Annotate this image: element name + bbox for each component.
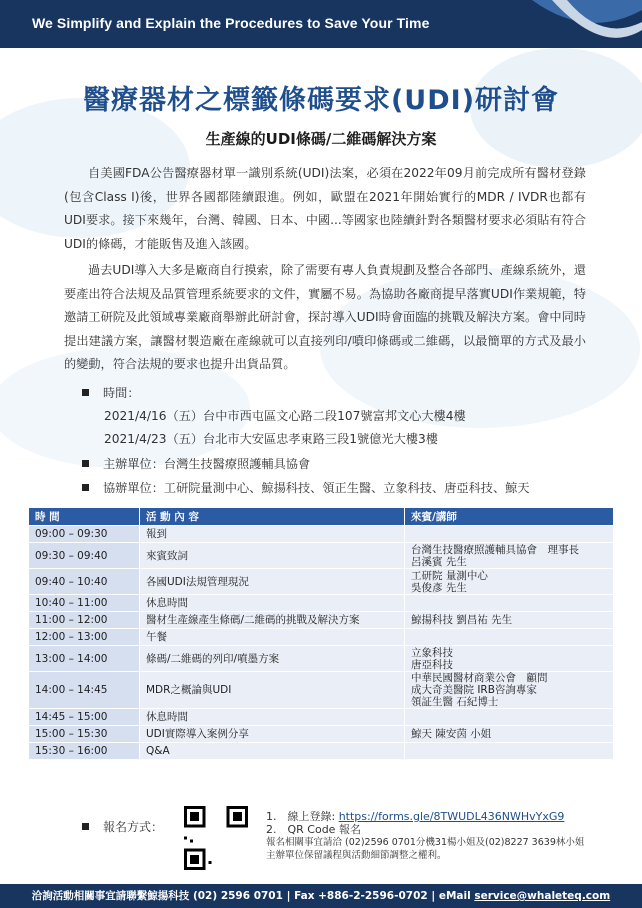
organizer-bullet	[82, 455, 310, 472]
schedule-speaker-cell: 鯨天 陳安茵 小姐	[405, 726, 614, 743]
schedule-speaker-cell	[405, 709, 614, 726]
footer-bar	[0, 884, 642, 908]
header-activity: 活 動 內 容	[140, 508, 405, 526]
table-row	[29, 709, 614, 726]
schedule-time-cell: 14:45 – 15:00	[29, 709, 140, 726]
registration-line-2: 2. QR Code 報名	[266, 823, 361, 836]
schedule-body	[29, 526, 614, 760]
footer-email-link[interactable]: service@whaleteq.com	[474, 890, 611, 902]
schedule-header-row	[29, 508, 614, 526]
footer-text: 洽詢活動相關事宜請聯繫鯨揚科技 (02) 2596 0701 | Fax +886-2-2596-0702 | eMail	[31, 890, 475, 902]
schedule-speaker-cell	[405, 526, 614, 543]
schedule-activity-cell: 來賓致詞	[140, 543, 405, 569]
schedule-speaker-cell: 台灣生技醫療照護輔具協會 理事長 呂溪賓 先生	[405, 543, 614, 569]
table-row	[29, 595, 614, 612]
session-2: 2021/4/23（五）台北市大安區忠孝東路三段1號億光大樓3樓	[104, 432, 438, 446]
schedule-time-cell: 15:30 – 16:00	[29, 743, 140, 760]
organizer: 主辦單位：台灣生技醫療照護輔具協會	[103, 457, 311, 471]
registration-note-1: 報名相關事宜請洽 (02)2596 0701分機31楊小姐及(02)8227 3639林小姐	[266, 837, 585, 848]
schedule-time-cell: 09:00 – 09:30	[29, 526, 140, 543]
line1-prefix: 1. 線上登錄:	[266, 810, 339, 823]
schedule-time-cell: 11:00 – 12:00	[29, 612, 140, 629]
table-row	[29, 646, 614, 672]
table-row	[29, 569, 614, 595]
schedule-activity-cell: 條碼/二維碼的列印/噴墨方案	[140, 646, 405, 672]
registration-details	[266, 810, 584, 862]
table-row	[29, 672, 614, 709]
schedule-speaker-cell: 立象科技 唐亞科技	[405, 646, 614, 672]
schedule-activity-cell: UDI實際導入案例分享	[140, 726, 405, 743]
header-time: 時 間	[29, 508, 140, 526]
schedule-time-cell: 12:00 – 13:00	[29, 629, 140, 646]
schedule-activity-cell: 各國UDI法規管理現況	[140, 569, 405, 595]
schedule-time-cell: 13:00 – 14:00	[29, 646, 140, 672]
schedule-time-cell: 15:00 – 15:30	[29, 726, 140, 743]
time-label: 時間：	[103, 386, 140, 400]
schedule-speaker-cell	[405, 629, 614, 646]
square-bullet-icon	[82, 460, 89, 467]
schedule-speaker-cell: 鯨揚科技 劉昌祐 先生	[405, 612, 614, 629]
tagline: We Simplify and Explain the Procedures to Save Your Time	[32, 15, 430, 31]
square-bullet-icon	[82, 484, 89, 491]
table-row	[29, 629, 614, 646]
header-speaker: 來賓/講師	[405, 508, 614, 526]
schedule-speaker-cell	[405, 595, 614, 612]
schedule-activity-cell: 休息時間	[140, 709, 405, 726]
co-organizer: 協辦單位：工研院量測中心、鯨揚科技、領正生醫、立象科技、唐亞科技、鯨天	[103, 481, 530, 495]
session-1: 2021/4/16（五）台中市西屯區文心路二段107號富邦文心大樓4樓	[104, 409, 466, 423]
page-title: 醫療器材之標籤條碼要求(UDI)研討會	[82, 85, 560, 116]
co-organizer-bullet	[82, 479, 530, 496]
schedule-time-cell: 09:40 – 10:40	[29, 569, 140, 595]
table-row	[29, 743, 614, 760]
schedule-speaker-cell	[405, 743, 614, 760]
schedule-activity-cell: 休息時間	[140, 595, 405, 612]
table-row	[29, 612, 614, 629]
table-row	[29, 726, 614, 743]
schedule-activity-cell: 午餐	[140, 629, 405, 646]
schedule-activity-cell: 報到	[140, 526, 405, 543]
schedule-activity-cell: 醫材生產線產生條碼/二維碼的挑戰及解決方案	[140, 612, 405, 629]
table-row	[29, 543, 614, 569]
schedule-time-cell: 10:40 – 11:00	[29, 595, 140, 612]
schedule-time-cell: 14:00 – 14:45	[29, 672, 140, 709]
schedule-table	[28, 507, 614, 760]
schedule-speaker-cell: 中華民國醫材商業公會 顧問 成大奇美醫院 IRB咨詢專家 領証生醫 石紀博士	[405, 672, 614, 709]
page-subtitle: 生產線的UDI條碼/二維碼解決方案	[205, 130, 437, 148]
registration-label: 報名方式：	[103, 820, 164, 834]
qr-code-icon[interactable]	[184, 806, 248, 870]
schedule-activity-cell: MDR之概論與UDI	[140, 672, 405, 709]
schedule-speaker-cell: 工研院 量測中心 吳俊彥 先生	[405, 569, 614, 595]
time-bullet	[82, 384, 140, 401]
square-bullet-icon	[82, 823, 89, 830]
background-paragraph: 過去UDI導入大多是廠商自行摸索，除了需要有專人負責規劃及整合各部門、產線系統外，還要產出符合法規及品質管理系統要求的文件，實屬不易。為協助各廠商提早落實UDI作業規範，特邀請工研院及此領域專業廠商舉辦此研討會，探討導入UDI時會面臨的挑戰及解決方案。會中同時提出建議方案，讓醫材製造廠在產線就可以直接列印/噴印條碼或二維碼，以最簡單的方式及最小的變動，符合法規的要求也提升出貨品質。	[64, 263, 586, 371]
schedule-activity-cell: Q&A	[140, 743, 405, 760]
registration-bullet	[82, 818, 163, 835]
schedule-time-cell: 09:30 – 09:40	[29, 543, 140, 569]
registration-link[interactable]: https://forms.gle/8TWUDL436NWHvYxG9	[338, 810, 565, 823]
registration-note-2: 主辦單位保留議程與活動細節調整之權利。	[266, 850, 447, 861]
square-bullet-icon	[82, 389, 89, 396]
registration-line-1	[266, 810, 584, 823]
intro-paragraph: 自美國FDA公告醫療器材單一識別系統(UDI)法案，必須在2022年09月前完成所有醫材登錄(包含Class I)後，世界各國都陸續跟進。例如，歐盟在2021年開始實行的MDR / IVDR也都有UDI要求。接下來幾年，台灣、韓國、日本、中國...等國家也陸續針對各類醫材要求必須貼有符合UDI的條碼，才能販售及進入該國。	[64, 166, 586, 251]
table-row	[29, 526, 614, 543]
